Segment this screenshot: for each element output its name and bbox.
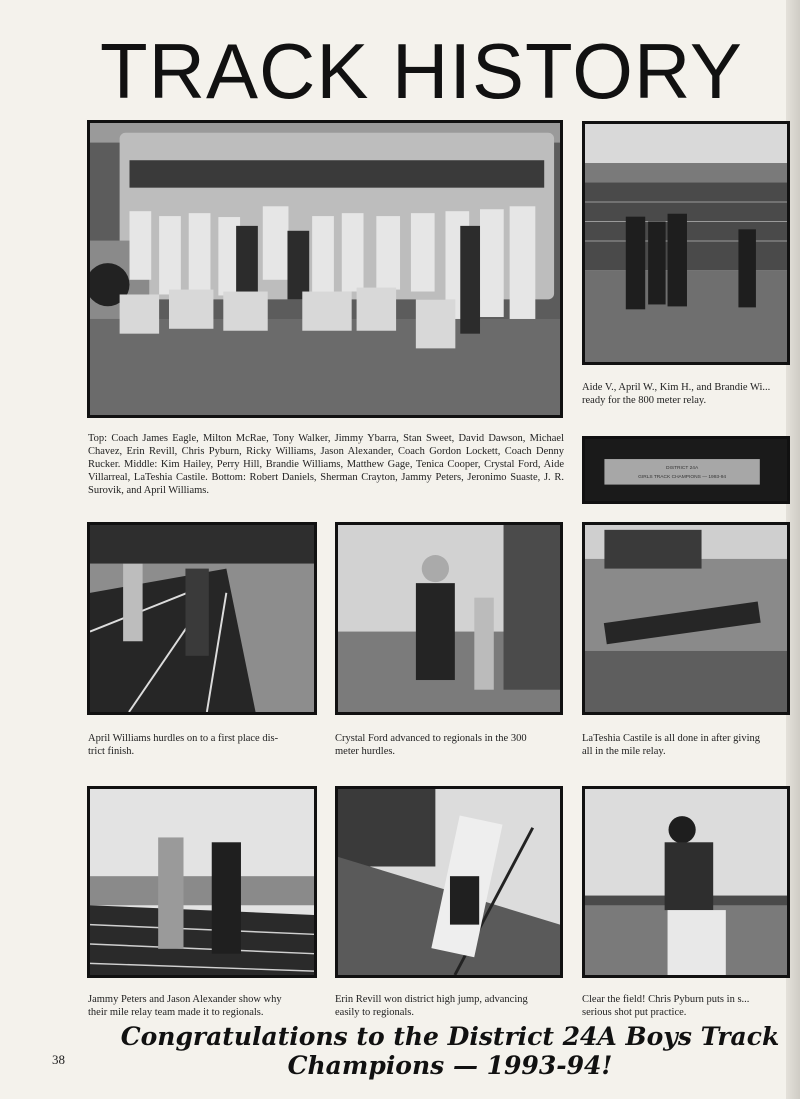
shot-put-caption: Clear the field! Chris Pyburn puts in s... serious shot put practice.: [582, 994, 750, 1018]
relay-caption: Aide V., April W., Kim H., and Brandie Wi... ready for the 800 meter relay.: [582, 382, 771, 406]
hurdles-photo: [87, 522, 317, 715]
relay-photo: [582, 121, 790, 365]
congratulations-banner: [100, 1022, 800, 1080]
team-photo-image: [90, 123, 560, 415]
team-caption: Top: Coach James Eagle, Milton McRae, Tony Walker, Jimmy Ybarra, Stan Sweet, David Dawson, Michael Chavez, Erin Revill, Chris Pyburn, Ricky Williams, Jason Alexander, Coach Gordon Lockett, Coach Denny Rucker. Middle: Kim Hailey, Perry Hill, Brandie Williams, Matthew Gage, Tenica Cooper, Crystal Ford, Aide Villarreal, LaTeshia Castile. Bottom: Robert Daniels, Sherman Crayton, Jammy Peters, Jeronimo Suaste, J. R. Surovik, and April Williams.: [88, 433, 564, 497]
page-number: 38: [52, 1052, 65, 1067]
runner-caption: Crystal Ford advanced to regionals in the 300 meter hurdles.: [335, 733, 527, 757]
relay-photo-image: [585, 124, 787, 362]
shot-put-photo: [582, 786, 790, 978]
page-title: TRACK HISTORY: [100, 27, 743, 115]
high-jump-photo-image: [338, 789, 560, 975]
hurdles-caption: April Williams hurdles on to a first place dis- trict finish.: [88, 733, 279, 757]
sprinters-photo-image: [90, 789, 314, 975]
plaque-line2: GIRLS TRACK CHAMPIONS — 1993-94: [638, 474, 727, 480]
runner-photo-image: [338, 525, 560, 712]
banner-line2: Champions — 1993-94!: [287, 1051, 613, 1080]
high-jump-caption: Erin Revill won district high jump, advancing easily to regionals.: [335, 994, 528, 1018]
plaque-line1: DISTRICT 24A: [666, 465, 699, 471]
resting-athlete-photo: [582, 522, 790, 715]
runner-photo: [335, 522, 563, 715]
high-jump-photo: [335, 786, 563, 978]
resting-athlete-photo-image: [585, 525, 787, 712]
plaque-photo: [582, 436, 790, 504]
team-photo: [87, 120, 563, 418]
sprinters-caption: Jammy Peters and Jason Alexander show why their mile relay team made it to regionals.: [88, 994, 282, 1018]
plaque-photo-image: [585, 439, 787, 501]
shot-put-photo-image: [585, 789, 787, 975]
banner-line1: Congratulations to the District 24A Boys Track: [120, 1022, 780, 1051]
hurdles-photo-image: [90, 525, 314, 712]
sprinters-photo: [87, 786, 317, 978]
resting-caption: LaTeshia Castile is all done in after giving all in the mile relay.: [582, 733, 761, 757]
